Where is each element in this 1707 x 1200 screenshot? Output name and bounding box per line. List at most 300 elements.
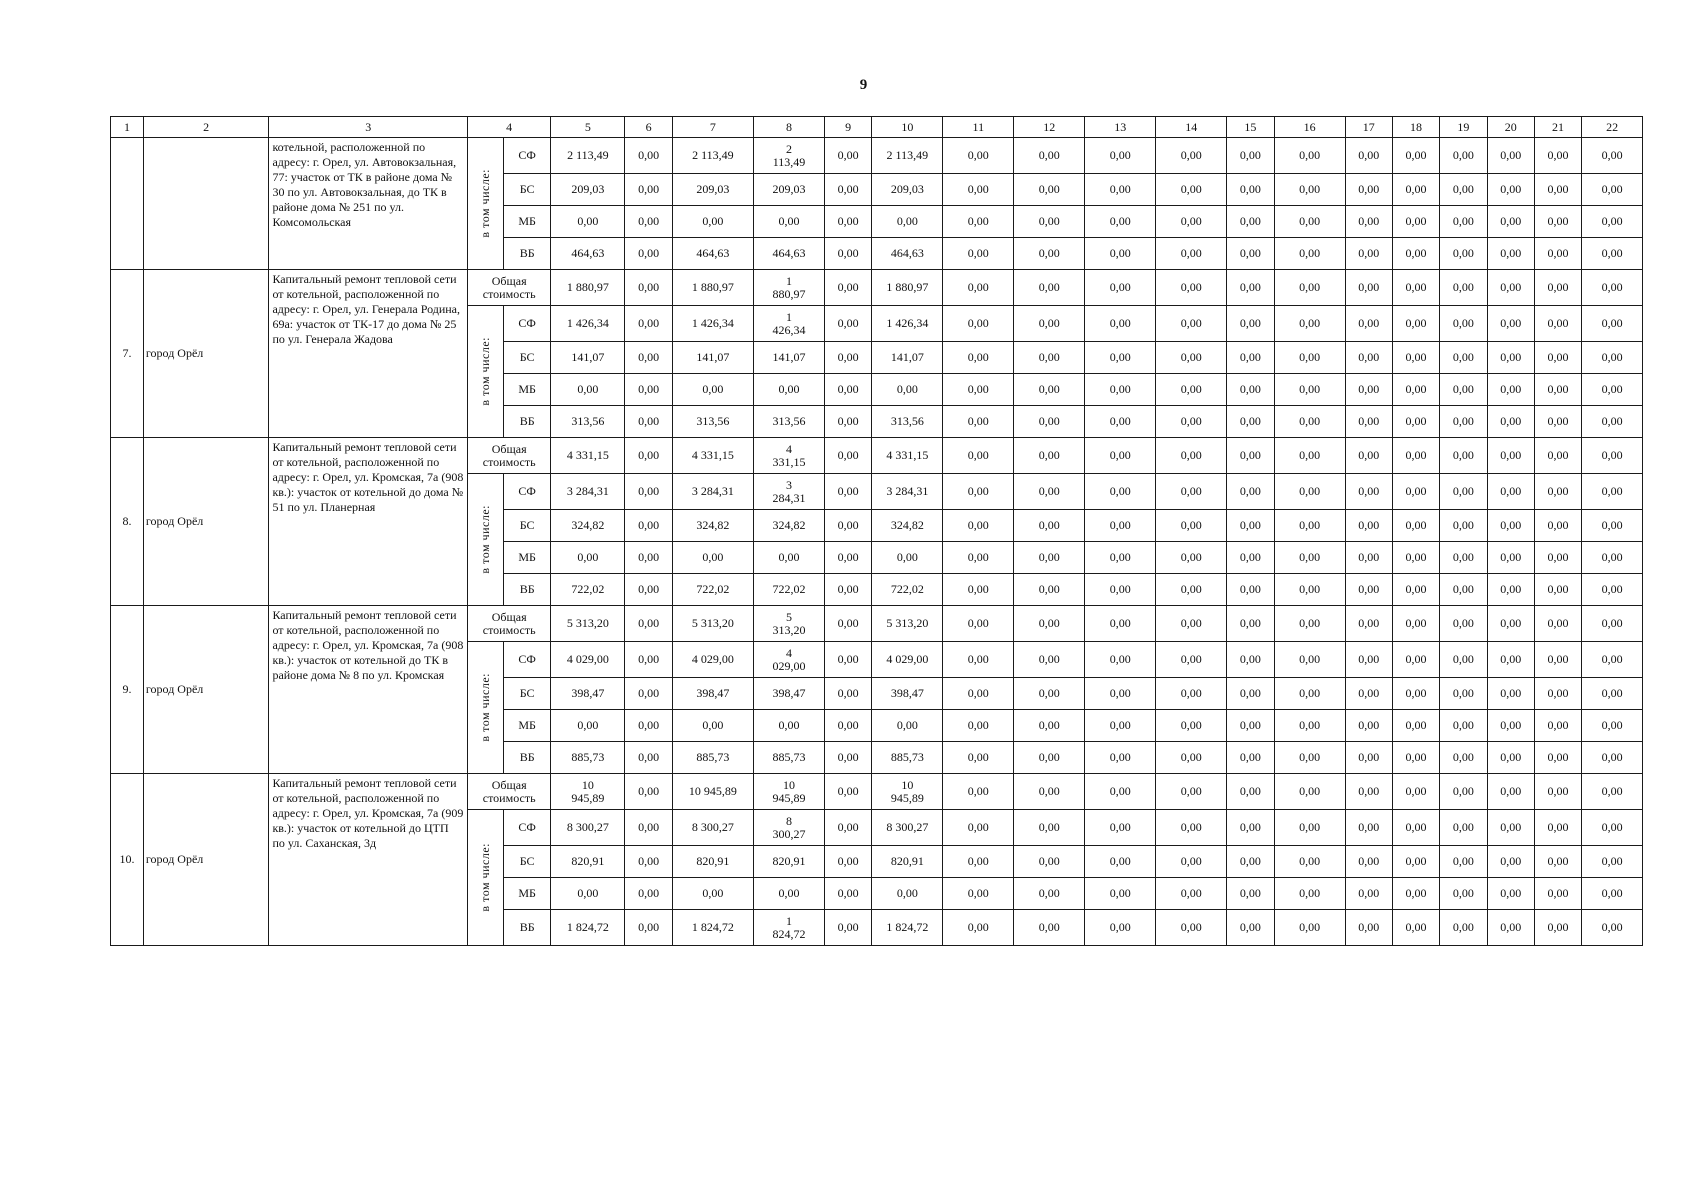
value-cell [1014,474,1085,510]
value-text: 0,00 [638,854,660,868]
value-cell [754,174,825,206]
value-cell [1014,174,1085,206]
value-text: 0,00 [1109,382,1131,396]
value-text: 0,00 [1180,582,1202,596]
value-text: 0,00 [1547,652,1569,666]
value-text: 0,00 [1239,652,1261,666]
value-text: 313,56 [571,414,605,428]
value-cell [1392,374,1439,406]
value-cell [1085,574,1156,606]
value-text: 0,00 [1299,246,1321,260]
value-cell [872,138,943,174]
value-cell [1582,438,1643,474]
value-cell [754,138,825,174]
value-text: 0,00 [1109,484,1131,498]
value-text: 0,00 [1547,148,1569,162]
value-cell [1345,342,1392,374]
value-text: 0,00 [1452,316,1474,330]
value-text: 0,00 [1038,350,1060,364]
value-cell [1534,774,1581,810]
value-text: 398,47 [890,686,924,700]
value-text: 0,00 [1299,582,1321,596]
value-text: 0,00 [1180,148,1202,162]
value-cell [943,710,1014,742]
value-text: 0,00 [1109,750,1131,764]
value-text: 0,00 [1500,148,1522,162]
value-text: 0,00 [1109,214,1131,228]
value-cell [1440,542,1487,574]
funding-source: МБ [504,374,551,406]
value-text: 0,00 [1358,280,1380,294]
value-text: 0,00 [1358,854,1380,868]
value-cell [754,510,825,542]
total-row [111,438,1643,474]
value-text: 0,00 [1547,784,1569,798]
funding-source: МБ [504,542,551,574]
value-text: 1 880,97 [772,273,806,301]
value-cell [672,374,753,406]
value-cell [672,910,753,946]
value-text: 0,00 [1500,414,1522,428]
value-cell [672,542,753,574]
value-text: 0,00 [837,854,859,868]
value-cell [1156,742,1227,774]
value-text: 0,00 [1038,518,1060,532]
value-cell [1014,742,1085,774]
value-text: 0,00 [1405,686,1427,700]
value-cell [1274,774,1345,810]
value-cell [551,542,625,574]
value-text: 0,00 [1109,350,1131,364]
value-cell [551,206,625,238]
value-text: 0,00 [1180,652,1202,666]
value-text: 0,00 [1299,280,1321,294]
value-text: 4 331,15 [566,448,609,462]
column-number: 22 [1582,117,1643,138]
value-cell [1392,810,1439,846]
value-cell [943,438,1014,474]
value-cell [825,774,872,810]
value-text: 0,00 [896,886,918,900]
value-text: 464,63 [696,246,730,260]
value-cell [754,678,825,710]
value-cell [872,374,943,406]
value-cell [1534,642,1581,678]
value-cell [943,206,1014,238]
value-cell [1345,174,1392,206]
value-text: 0,00 [837,280,859,294]
value-text: 0,00 [1239,750,1261,764]
value-text: 0,00 [1547,718,1569,732]
column-number: 14 [1156,117,1227,138]
value-text: 0,00 [1180,854,1202,868]
value-text: 0,00 [702,886,724,900]
value-text: 0,00 [1547,246,1569,260]
value-cell [625,774,672,810]
value-cell [672,306,753,342]
value-text: 0,00 [1452,182,1474,196]
value-cell [754,574,825,606]
column-number: 9 [825,117,872,138]
value-text: 0,00 [1239,686,1261,700]
value-text: 0,00 [1180,182,1202,196]
value-cell [1227,710,1274,742]
value-cell [825,810,872,846]
value-text: 0,00 [1601,414,1623,428]
value-cell [1582,774,1643,810]
value-cell [1156,238,1227,270]
value-cell [872,206,943,238]
value-text: 0,00 [837,214,859,228]
value-text: 0,00 [967,246,989,260]
value-cell [1487,238,1534,270]
value-cell [1227,910,1274,946]
value-cell [825,270,872,306]
value-text: 0,00 [1038,784,1060,798]
value-cell [1274,342,1345,374]
value-text: 0,00 [1547,820,1569,834]
value-text: 0,00 [1180,518,1202,532]
value-text: 0,00 [1299,718,1321,732]
value-cell [1345,606,1392,642]
value-text: 313,56 [772,414,806,428]
value-text: 0,00 [778,382,800,396]
value-text: 0,00 [1547,686,1569,700]
value-text: 141,07 [772,350,806,364]
funding-source: СФ [504,306,551,342]
value-text: 0,00 [1109,518,1131,532]
value-cell [672,510,753,542]
value-cell [1014,606,1085,642]
value-text: 0,00 [1180,750,1202,764]
value-text: 0,00 [1239,718,1261,732]
value-text: 0,00 [638,750,660,764]
value-text: 0,00 [638,886,660,900]
value-cell [1392,542,1439,574]
value-cell [672,878,753,910]
value-cell [551,138,625,174]
value-text: 0,00 [1547,550,1569,564]
value-cell [1274,438,1345,474]
value-text: 0,00 [1239,920,1261,934]
value-text: 0,00 [967,382,989,396]
value-text: 0,00 [1299,214,1321,228]
value-text: 4 029,00 [772,645,806,673]
value-cell [1582,910,1643,946]
value-text: 10 945,89 [571,777,605,805]
value-cell [1392,406,1439,438]
value-text: 885,73 [890,750,924,764]
total-cost-label: Общая стоимость [468,774,551,810]
value-text: 0,00 [1405,382,1427,396]
value-cell [943,810,1014,846]
value-text: 0,00 [1239,280,1261,294]
description-cell: Капитальный ремонт тепловой сети от котельной, расположенной по адресу: г. Орел, ул. Кромская, 7а (908 кв.): участок от котельной до дома № 51 по ул. Планерная [269,438,468,606]
value-text: 0,00 [1239,616,1261,630]
value-text: 0,00 [837,518,859,532]
value-text: 0,00 [1038,382,1060,396]
column-number: 13 [1085,117,1156,138]
value-cell [1582,374,1643,406]
value-text: 0,00 [1358,886,1380,900]
value-text: 464,63 [571,246,605,260]
value-cell [1014,270,1085,306]
value-text: 0,00 [967,616,989,630]
value-cell [625,438,672,474]
value-cell [754,438,825,474]
value-cell [872,238,943,270]
value-cell [943,910,1014,946]
funding-source: СФ [504,810,551,846]
value-cell [551,910,625,946]
value-cell [1345,642,1392,678]
value-text: 0,00 [1405,214,1427,228]
value-text: 0,00 [1452,550,1474,564]
value-cell [1345,710,1392,742]
value-text: 0,00 [1500,214,1522,228]
value-cell [551,406,625,438]
value-text: 0,00 [638,182,660,196]
value-cell [1156,138,1227,174]
value-text: 8 300,27 [886,820,929,834]
value-cell [1085,374,1156,406]
value-cell [1440,474,1487,510]
value-text: 0,00 [1405,652,1427,666]
value-text: 0,00 [1358,148,1380,162]
value-text: 5 313,20 [691,616,734,630]
value-cell [672,342,753,374]
value-text: 0,00 [638,246,660,260]
value-cell [1582,606,1643,642]
value-text: 722,02 [696,582,730,596]
item-number: 9. [111,606,144,774]
value-text: 10 945,89 [890,777,924,805]
value-text: 4 331,15 [772,441,806,469]
value-cell [825,474,872,510]
value-text: 0,00 [1038,920,1060,934]
value-text: 0,00 [1109,686,1131,700]
value-cell [1014,710,1085,742]
value-cell [1085,438,1156,474]
value-text: 0,00 [1299,448,1321,462]
value-cell [1345,406,1392,438]
value-text: 0,00 [967,854,989,868]
value-text: 0,00 [638,920,660,934]
value-cell [943,642,1014,678]
value-cell [1156,306,1227,342]
value-text: 0,00 [638,280,660,294]
value-cell [1534,474,1581,510]
value-text: 0,00 [1109,182,1131,196]
description-cell: Капитальный ремонт тепловой сети от котельной, расположенной по адресу: г. Орел, ул. Генерала Родина, 69а: участок от ТК-17 до дома № 25 по ул. Генерала Жадова [269,270,468,438]
value-text: 0,00 [1547,214,1569,228]
value-text: 0,00 [1109,886,1131,900]
value-cell [1440,138,1487,174]
value-cell [1392,574,1439,606]
value-cell [1487,438,1534,474]
value-cell [1440,774,1487,810]
value-text: 0,00 [702,382,724,396]
value-cell [625,606,672,642]
value-cell [1392,910,1439,946]
column-number: 6 [625,117,672,138]
value-text: 0,00 [778,550,800,564]
value-text: 0,00 [896,550,918,564]
value-text: 4 029,00 [691,652,734,666]
value-text: 0,00 [1500,854,1522,868]
city-cell [143,138,269,270]
value-text: 820,91 [890,854,924,868]
value-text: 0,00 [1601,854,1623,868]
value-cell [1274,406,1345,438]
value-text: 3 284,31 [566,484,609,498]
value-cell [551,474,625,510]
value-cell [754,774,825,810]
value-cell [943,138,1014,174]
value-cell [1085,138,1156,174]
value-cell [1085,270,1156,306]
value-cell [1274,206,1345,238]
value-text: 0,00 [1180,448,1202,462]
value-text: 0,00 [1358,652,1380,666]
value-text: 0,00 [1601,518,1623,532]
value-text: 0,00 [1358,784,1380,798]
value-cell [551,574,625,606]
value-text: 820,91 [571,854,605,868]
value-text: 0,00 [638,448,660,462]
value-text: 0,00 [1601,652,1623,666]
value-cell [1487,510,1534,542]
value-cell [1014,206,1085,238]
value-cell [1534,542,1581,574]
value-text: 0,00 [702,214,724,228]
value-cell [1345,510,1392,542]
value-cell [943,774,1014,810]
value-text: 0,00 [1358,920,1380,934]
value-text: 0,00 [1299,414,1321,428]
value-cell [1156,270,1227,306]
value-cell [1274,510,1345,542]
value-cell [551,710,625,742]
value-text: 0,00 [1239,214,1261,228]
including-label [468,474,504,606]
value-text: 1 426,34 [772,309,806,337]
value-text: 0,00 [1358,382,1380,396]
value-cell [672,810,753,846]
value-cell [672,846,753,878]
value-cell [1156,342,1227,374]
value-cell [625,878,672,910]
value-cell [1582,138,1643,174]
value-text: 313,56 [890,414,924,428]
value-text: 0,00 [1239,382,1261,396]
value-text: 0,00 [1038,484,1060,498]
value-cell [1392,878,1439,910]
value-text: 324,82 [571,518,605,532]
value-text: 0,00 [837,784,859,798]
including-text: в том числе: [478,169,492,238]
description-cell: Капитальный ремонт тепловой сети от котельной, расположенной по адресу: г. Орел, ул. Кромская, 7а (908 кв.): участок от котельной до ТК в районе дома № 8 по ул. Кромская [269,606,468,774]
value-text: 0,00 [1109,652,1131,666]
value-cell [1440,206,1487,238]
value-text: 0,00 [1405,550,1427,564]
value-text: 1 426,34 [566,316,609,330]
value-cell [1487,878,1534,910]
value-text: 8 300,27 [691,820,734,834]
value-cell [1227,810,1274,846]
value-text: 1 880,97 [691,280,734,294]
value-text: 2 113,49 [886,148,929,162]
value-text: 0,00 [837,750,859,764]
column-number: 1 [111,117,144,138]
value-cell [1345,774,1392,810]
value-cell [1487,710,1534,742]
item-number [111,138,144,270]
value-cell [1274,238,1345,270]
value-cell [825,542,872,574]
value-cell [754,542,825,574]
total-row [111,774,1643,810]
value-text: 8 300,27 [772,813,806,841]
value-cell [1582,206,1643,238]
value-cell [1487,206,1534,238]
value-text: 141,07 [696,350,730,364]
funding-source: БС [504,342,551,374]
value-cell [551,742,625,774]
value-text: 0,00 [1452,686,1474,700]
value-text: 0,00 [577,886,599,900]
value-text: 0,00 [638,582,660,596]
value-cell [1582,174,1643,206]
value-cell [872,810,943,846]
value-text: 0,00 [638,718,660,732]
value-text: 0,00 [1358,414,1380,428]
value-text: 0,00 [896,718,918,732]
value-cell [943,542,1014,574]
column-number: 2 [143,117,269,138]
value-cell [625,406,672,438]
value-text: 8 300,27 [566,820,609,834]
value-cell [825,742,872,774]
value-cell [943,306,1014,342]
value-text: 0,00 [1109,448,1131,462]
value-text: 0,00 [638,652,660,666]
value-cell [1345,878,1392,910]
value-text: 0,00 [1452,484,1474,498]
value-cell [1534,174,1581,206]
value-text: 1 824,72 [886,920,929,934]
value-text: 1 824,72 [566,920,609,934]
value-text: 0,00 [1452,784,1474,798]
value-cell [1534,342,1581,374]
value-text: 0,00 [1109,280,1131,294]
value-cell [943,270,1014,306]
funding-source: ВБ [504,406,551,438]
value-cell [1227,774,1274,810]
value-text: 0,00 [1180,718,1202,732]
value-text: 885,73 [772,750,806,764]
value-text: 0,00 [1405,316,1427,330]
value-text: 313,56 [696,414,730,428]
value-text: 0,00 [1452,246,1474,260]
column-number: 4 [468,117,551,138]
value-cell [754,910,825,946]
value-cell [625,574,672,606]
value-text: 0,00 [1109,820,1131,834]
value-text: 0,00 [1109,718,1131,732]
value-text: 0,00 [1299,750,1321,764]
value-cell [551,306,625,342]
